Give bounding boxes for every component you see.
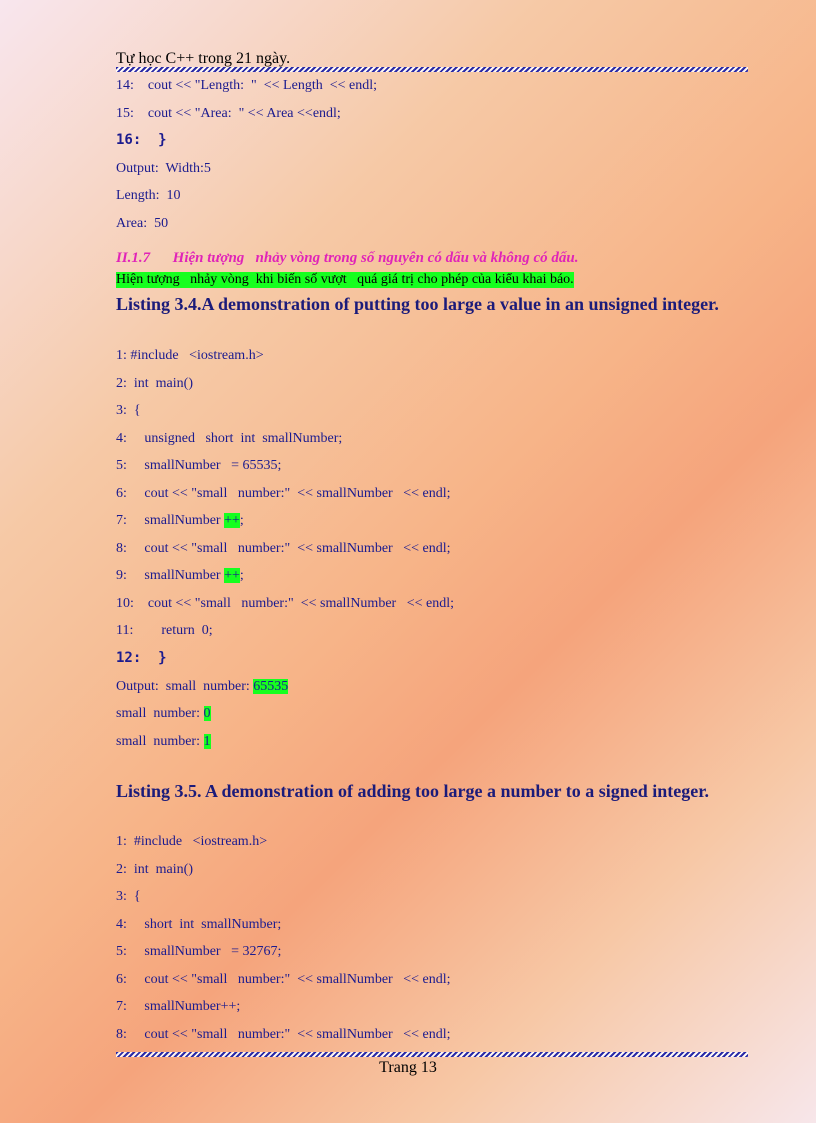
code-line: 14: cout << "Length: " << Length << endl; [116, 78, 377, 93]
code-text: ; [239, 568, 244, 583]
code-line: 15: cout << "Area: " << Area <<endl; [116, 106, 341, 121]
highlighted-value: 65535 [253, 679, 289, 694]
code-line: 10: cout << "small number:" << smallNumber << endl; [116, 596, 454, 611]
code-line [116, 512, 244, 530]
output-line [116, 678, 288, 696]
code-line: 2: int main() [116, 862, 193, 877]
output-text: small number: [116, 706, 204, 721]
code-line: 3: { [116, 403, 141, 418]
code-line: 4: unsigned short int smallNumber; [116, 431, 343, 446]
output-text: Output: small number: [116, 679, 254, 694]
code-line: 3: { [116, 889, 141, 904]
output-line: Area: 50 [116, 216, 169, 231]
code-line: 11: return 0; [116, 623, 213, 638]
output-line: Output: Width:5 [116, 161, 211, 176]
footer-divider [116, 1052, 748, 1057]
section-title: II.1.7 Hiện tượng nhảy vòng trong số nguyên có dấu và không có dấu. [116, 250, 579, 266]
code-line: 2: int main() [116, 376, 193, 391]
code-line: 7: smallNumber++; [116, 999, 241, 1014]
highlighted-value: 1 [203, 734, 211, 749]
code-line: 5: smallNumber = 65535; [116, 458, 282, 473]
highlighted-operator: ++ [224, 568, 240, 583]
code-line: 1: #include <iostream.h> [116, 348, 264, 363]
highlighted-value: 0 [203, 706, 211, 721]
code-line [116, 567, 244, 585]
code-text: 7: smallNumber [116, 513, 225, 528]
code-text: ; [239, 513, 244, 528]
output-line: Length: 10 [116, 188, 181, 203]
output-line [116, 705, 211, 723]
page-header: Tự học C++ trong 21 ngày. [116, 50, 291, 67]
code-line: 1: #include <iostream.h> [116, 834, 268, 849]
code-line: 16: } [116, 132, 167, 148]
code-line: 6: cout << "small number:" << smallNumber << endl; [116, 486, 451, 501]
header-divider [116, 67, 748, 72]
code-line: 12: } [116, 650, 167, 666]
code-line: 4: short int smallNumber; [116, 917, 282, 932]
listing-title: Listing 3.5. A demonstration of adding too large a number to a signed integer. [116, 781, 710, 801]
code-line: 5: smallNumber = 32767; [116, 944, 282, 959]
code-line: 8: cout << "small number:" << smallNumber << endl; [116, 541, 451, 556]
output-line [116, 733, 211, 751]
listing-title: Listing 3.4.A demonstration of putting too large a value in an unsigned integer. [116, 294, 719, 314]
page-number: Trang 13 [379, 1059, 437, 1076]
code-line: 6: cout << "small number:" << smallNumber << endl; [116, 972, 451, 987]
highlighted-operator: ++ [224, 513, 240, 528]
section-note: Hiện tượng nhảy vòng khi biến số vượt quá giá trị cho phép của kiểu khai báo. [116, 272, 574, 287]
code-text: 9: smallNumber [116, 568, 225, 583]
output-text: small number: [116, 734, 204, 749]
code-line: 8: cout << "small number:" << smallNumber << endl; [116, 1027, 451, 1042]
